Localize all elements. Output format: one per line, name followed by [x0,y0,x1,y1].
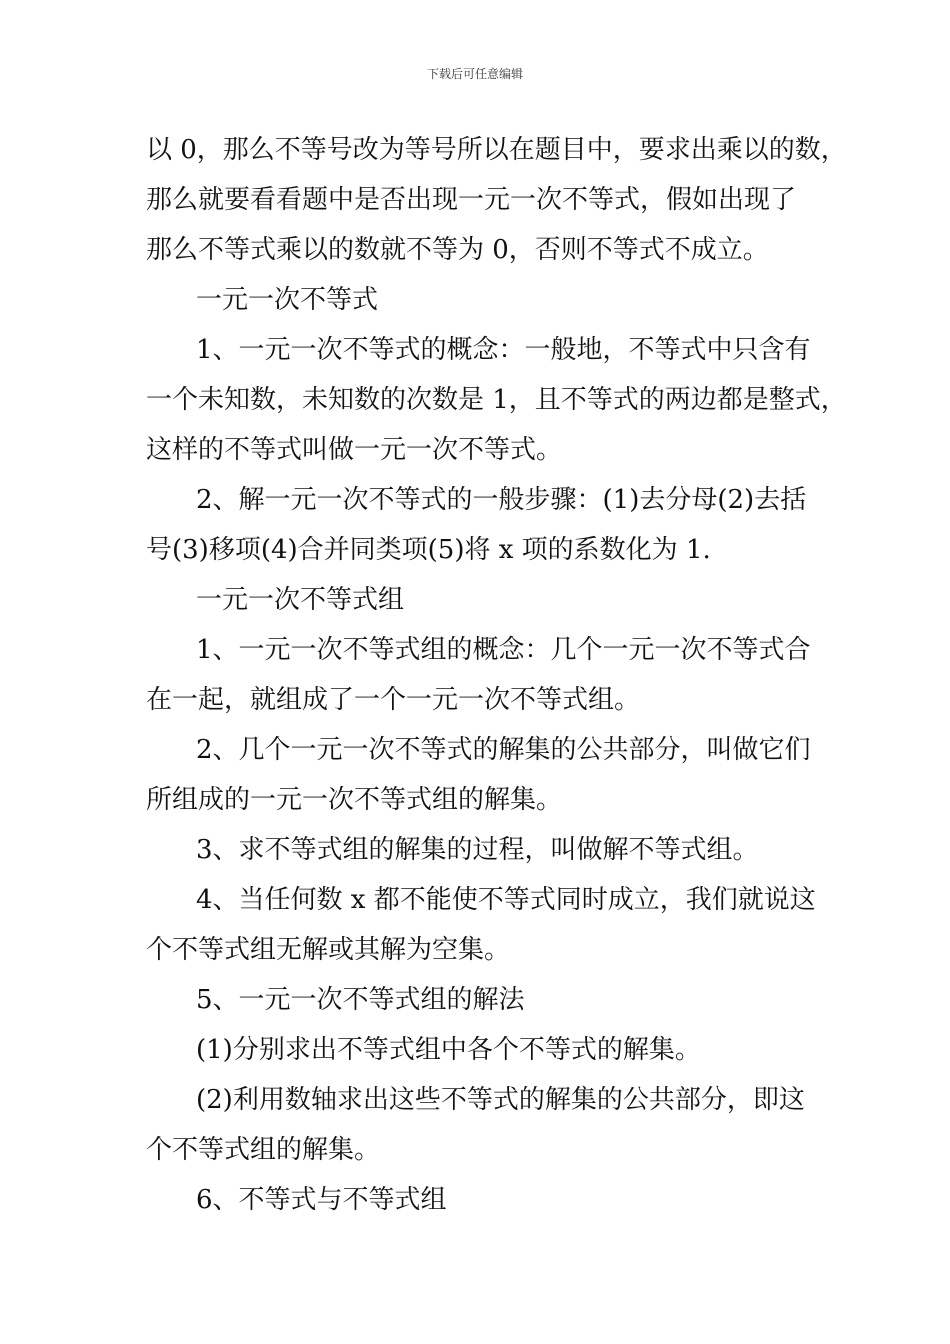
section-heading: 一元一次不等式 [196,285,379,315]
text-line: 1、一元一次不等式组的概念：几个一元一次不等式合 [196,635,811,665]
text-line: 4、当任何数 x 都不能使不等式同时成立，我们就说这 [196,885,816,915]
text-line: 3、求不等式组的解集的过程，叫做解不等式组。 [196,835,759,865]
text-line: 1、一元一次不等式的概念：一般地，不等式中只含有 [196,335,811,365]
text-line: 这样的不等式叫做一元一次不等式。 [146,435,563,465]
text-line: 那么不等式乘以的数就不等为 0，否则不等式不成立。 [146,235,769,265]
text-line: 2、解一元一次不等式的一般步骤：(1)去分母(2)去括 [196,485,807,515]
text-line: (2)利用数轴求出这些不等式的解集的公共部分，即这 [196,1085,805,1115]
text-line: 2、几个一元一次不等式的解集的公共部分，叫做它们 [196,735,811,765]
text-line: 以 0，那么不等号改为等号所以在题目中，要求出乘以的数， [146,135,847,165]
text-line: 号(3)移项(4)合并同类项(5)将 x 项的系数化为 1. [146,535,711,565]
text-line: 6、不等式与不等式组 [196,1185,447,1215]
section-heading: 一元一次不等式组 [196,585,405,615]
text-line: 个不等式组的解集。 [146,1135,381,1165]
document-body [146,125,847,1225]
text-line: 一个未知数，未知数的次数是 1，且不等式的两边都是整式， [146,385,847,415]
text-line: (1)分别求出不等式组中各个不等式的解集。 [196,1035,701,1065]
text-line: 那么就要看看题中是否出现一元一次不等式，假如出现了 [146,185,797,215]
text-line: 在一起，就组成了一个一元一次不等式组。 [146,685,641,715]
text-line: 所组成的一元一次不等式组的解集。 [146,785,563,815]
text-line: 5、一元一次不等式组的解法 [196,985,525,1015]
text-line: 个不等式组无解或其解为空集。 [146,935,511,965]
page-header: 下载后可任意编辑 [426,67,523,81]
